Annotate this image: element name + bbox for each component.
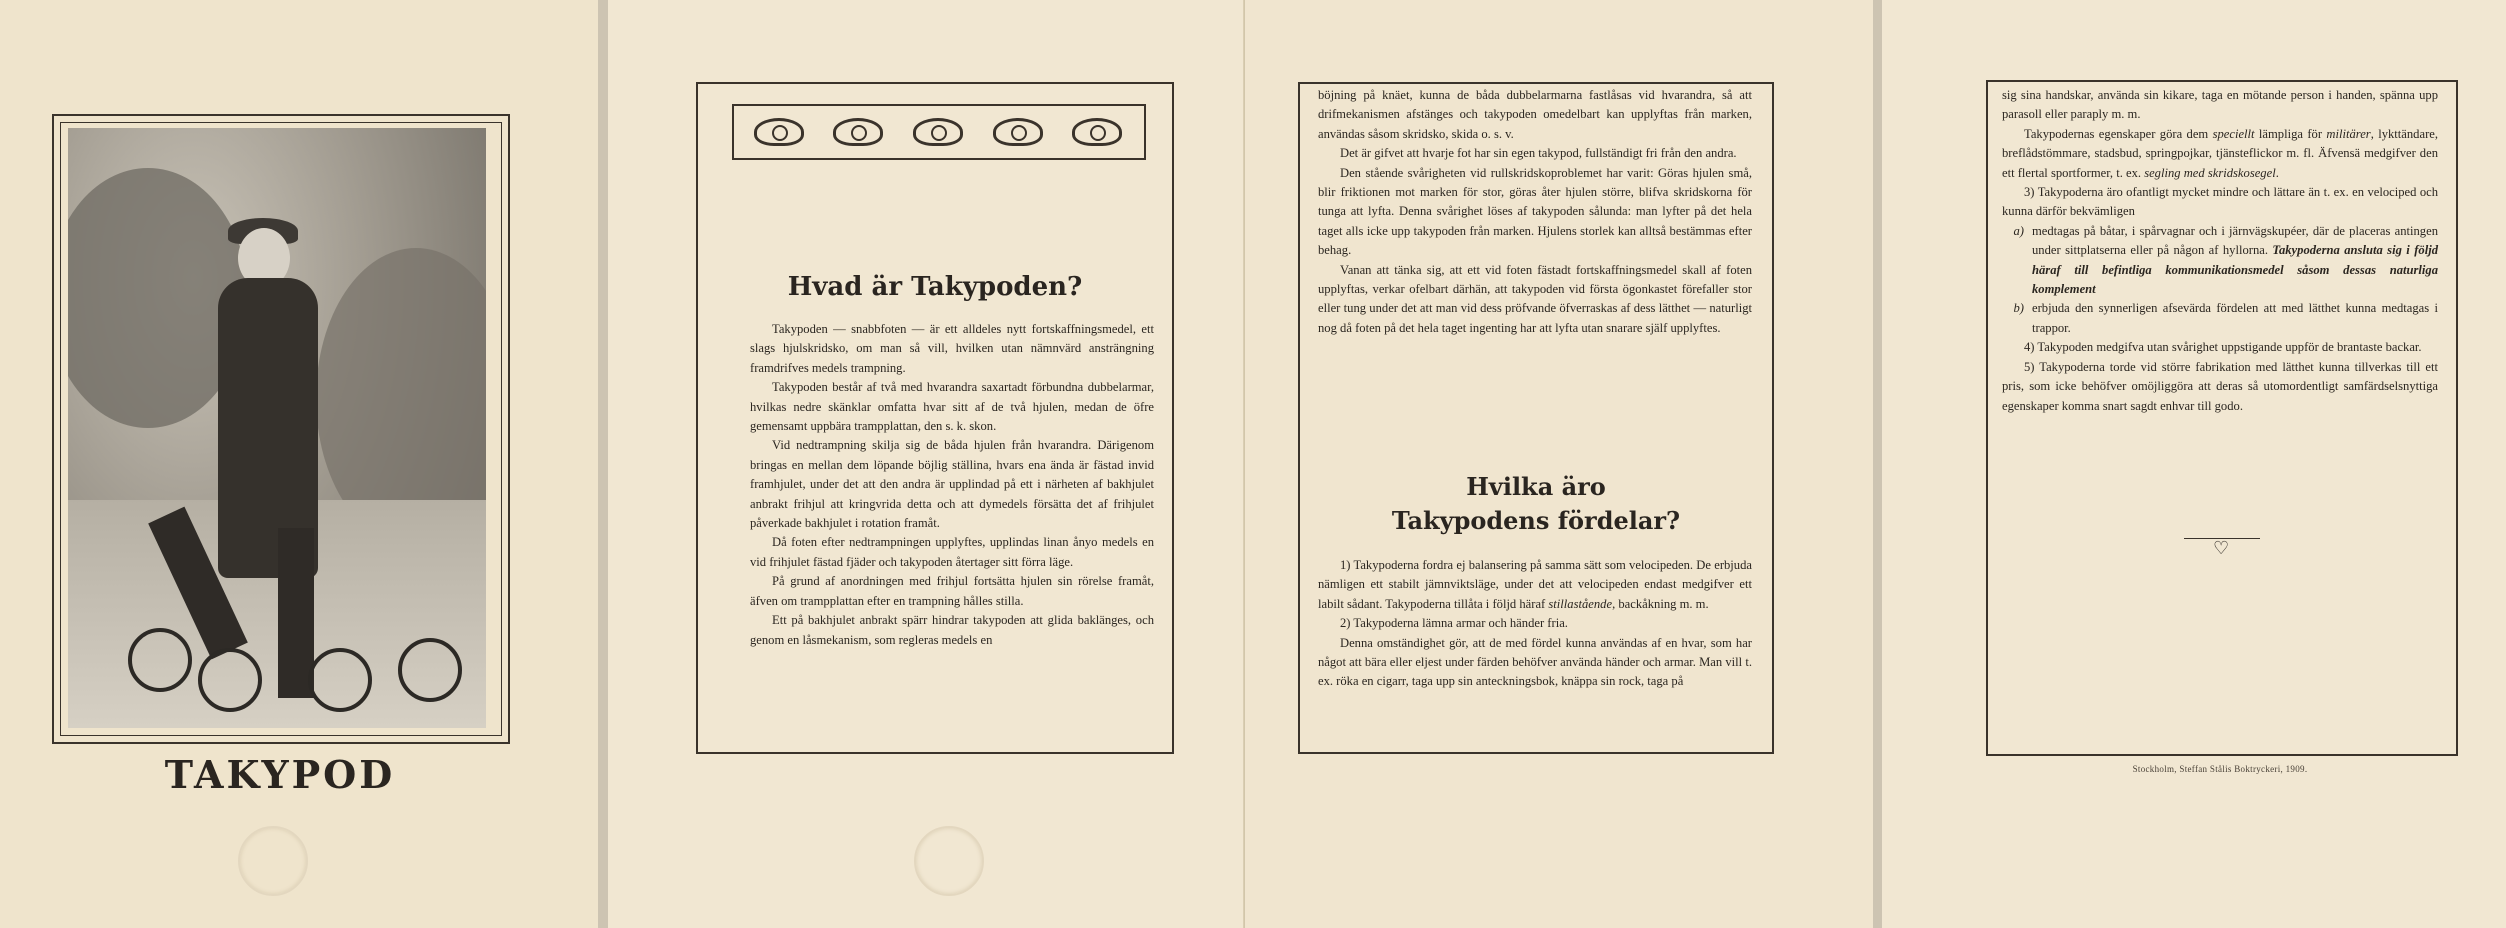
ornament-motif-icon <box>987 115 1051 149</box>
list-item-3 <box>2002 183 2438 222</box>
page-2-heading: Hvad är Takypoden? <box>787 272 1083 302</box>
list-item-1 <box>1318 556 1752 614</box>
list-text: Takypoden medgifva utan svårighet uppstigande uppför de brantaste backar. <box>2037 340 2422 355</box>
man-on-takypod-photo <box>68 128 486 728</box>
sub-text: medtagas på båtar, i spårvagnar och i järnvägskupéer, där de placeras antingen under sittplatserna eller på någon af hyllorna. <box>2032 223 2438 258</box>
ornament-motif-icon <box>827 115 891 149</box>
paragraph: sig sina handskar, använda sin kikare, taga en mötande person i handen, spänna upp parasoll eller paraply m. m. <box>2002 88 2438 122</box>
paragraph: Vid nedtrampning skilja sig de båda hjulen från hvarandra. Därigenom bringas en mellan dem löpande böjlig ställina, hvars ena ända är fästad invid framhjulet, under det att den andra är upplindad på ett i närheten af bakhjulet anbrakt frihjul att kringvrida detta och att dymedels försätta det af frihjulet påverkade bakhjulet i rotation framåt. <box>750 438 1154 531</box>
list-item-2 <box>1318 614 1752 633</box>
paragraph: Takypoden — snabbfoten — är ett alldeles nytt fortskaffningsmedel, ett slags hjulskridsko, om man så vill, hvilken utan nämnvärd ansträngning framdrifves medels trampning. <box>750 322 1154 375</box>
text-run: . <box>2275 165 2279 180</box>
paragraph <box>2002 125 2438 183</box>
cover-title: TAKYPOD <box>164 752 396 797</box>
text-emphasis: speciellt <box>2212 126 2255 141</box>
list-text: Takypoderna äro ofantligt mycket mindre och lättare än t. ex. en velociped och kunna därför bekvämligen <box>2002 185 2438 219</box>
page-3-body-bottom <box>1318 556 1752 692</box>
paragraph: På grund af anordningen med frihjul fortsätta hjulen sin rörelse framåt, äfven om trampplattan efter en trampning hålles stilla. <box>750 574 1154 608</box>
sub-item-a <box>2002 222 2438 300</box>
page-3-body-top <box>1318 86 1752 338</box>
list-label: 5) <box>2024 359 2035 374</box>
list-text: Takypoderna fordra ej balansering på samma sätt som velocipeden. De erbjuda nämligen ett stabilt jämnviktsläge, under det att velocipeden endast medgifver ett labilt sådant. Takypoderna tillåta i följd häraf <box>1318 558 1752 611</box>
list-item-4 <box>2002 338 2438 357</box>
list-text: , backåkning m. m. <box>1612 596 1709 611</box>
list-label: 1) <box>1340 558 1351 572</box>
paragraph: Ett på bakhjulet anbrakt spärr hindrar takypoden att glida baklänges, och genom en låsmekanism, som regleras medels en <box>750 613 1154 647</box>
paragraph: Vanan att tänka sig, att ett vid foten fästadt fortskaffningsmedel skall af foten upplyftas, verkar ofelbart därhän, att takypoden vid första ögonkastet förefaller stor eller tung under det att man vid dess pröfvande öfverraskas af dess lätthet — naturligt nog då foten på det hela taget ingenting har att lyfta utan snarare själf upplyftes. <box>1318 262 1752 335</box>
list-emphasis: stillastående <box>1548 596 1613 611</box>
emboss-seal-icon <box>238 826 308 896</box>
emboss-seal-icon <box>914 826 984 896</box>
text-run: lämpliga för <box>2258 126 2323 141</box>
sub-item-b <box>2002 299 2438 338</box>
list-item-5 <box>2002 358 2438 416</box>
text-run: Takypodernas egenskaper göra dem <box>2024 126 2209 141</box>
heading-line-1: Hvilka äro <box>1466 472 1606 501</box>
text-emphasis: militärer <box>2326 126 2371 141</box>
heart-ornament-icon: ♡ <box>2213 538 2230 558</box>
sub-body <box>2032 222 2438 300</box>
list-label: 2) <box>1340 616 1351 631</box>
page-2-body <box>750 320 1154 650</box>
sub-text: erbjuda den synnerligen afsevärda fördelen att med lätthet kunna medtagas i trappor. <box>2032 301 2438 335</box>
paragraph: Denna omständighet gör, att de med fördel kunna användas af en hvar, som har något att bära eller eljest under färden behöfver använda händer och armar. Man vill t. ex. röka en cigarr, taga upp sin anteckningsbok, knäppa sin rock, taga på <box>1318 635 1752 689</box>
list-label: 4) <box>2024 340 2035 355</box>
text-run: , lykttändare, breflådstömmare, stadsbud, springpojkar, tjänsteflickor m. fl. Äfvensä medgifver den ett flertal sportformer, t. ex. <box>2002 126 2439 180</box>
printer-imprint: Stockholm, Steffan Stålis Boktryckeri, 1909. <box>2132 764 2308 774</box>
ornament-motif-icon <box>748 115 812 149</box>
list-text: Takypoderna torde vid större fabrikation med lätthet kunna tillverkas till ett pris, som icke behöfver omöjliggöra att deras så utomordentligt samfärdselsnyttiga egenskaper komma snart sagdt enhvar till godo. <box>2002 359 2438 413</box>
paragraph: Den stående svårigheten vid rullskridskoproblemet har varit: Göras hjulen små, blir friktionen mot marken för stor, göras åter hjulen större, blifva skridskorna för tunga att lyfta. Denna svårighet löses af takypoden sålunda: man lyfter på det hela taget alls icke upp takypoden från marken. Hjulens storlek kan alltså bestämmas efter behag. <box>1318 165 1752 258</box>
cover-page <box>0 0 598 928</box>
list-text: Takypoderna lämna armar och händer fria. <box>1353 616 1568 631</box>
page-4-body <box>2002 86 2438 416</box>
sub-label: a) <box>2013 223 2024 238</box>
paragraph: böjning på knäet, kunna de båda dubbelarmarna fastlåsas vid hvarandra, så att drifmekanismen afstänges och takypoden omedelbart kan upplyftas från marken, användas såsom skridsko, skida o. s. v. <box>1318 88 1752 141</box>
sub-bold-text: Takypoderna ansluta sig i följd häraf till befintliga kommunikationsmedel såsom dessas naturliga komplement <box>2032 243 2438 297</box>
paragraph: Det är gifvet att hvarje fot har sin egen takypod, fullständigt fri från den andra. <box>1340 146 1737 161</box>
list-label: 3) <box>2024 185 2035 200</box>
ornament-motif-icon <box>907 115 971 149</box>
paragraph: Takypoden består af två med hvarandra saxartadt förbundna dubbelarmar, hvilkas nedre skänklar omfatta hvar sitt af de två hjulen, medan de öfre gemensamt uppbära trampplattan, den s. k. skon. <box>750 380 1154 434</box>
heading-line-2: Takypodens fördelar? <box>1391 506 1681 535</box>
art-nouveau-ornament-band <box>732 104 1146 160</box>
sub-label: b) <box>2013 301 2024 316</box>
ornament-motif-icon <box>1066 115 1130 149</box>
paragraph: Då foten efter nedtrampningen upplyftes, upplindas linan ånyo medels en vid frihjulet fästad fjäder och takypoden återtager sitt förra läge. <box>750 535 1154 569</box>
page-3-heading <box>1298 470 1774 538</box>
text-emphasis: segling med skridskosegel <box>2144 165 2276 180</box>
